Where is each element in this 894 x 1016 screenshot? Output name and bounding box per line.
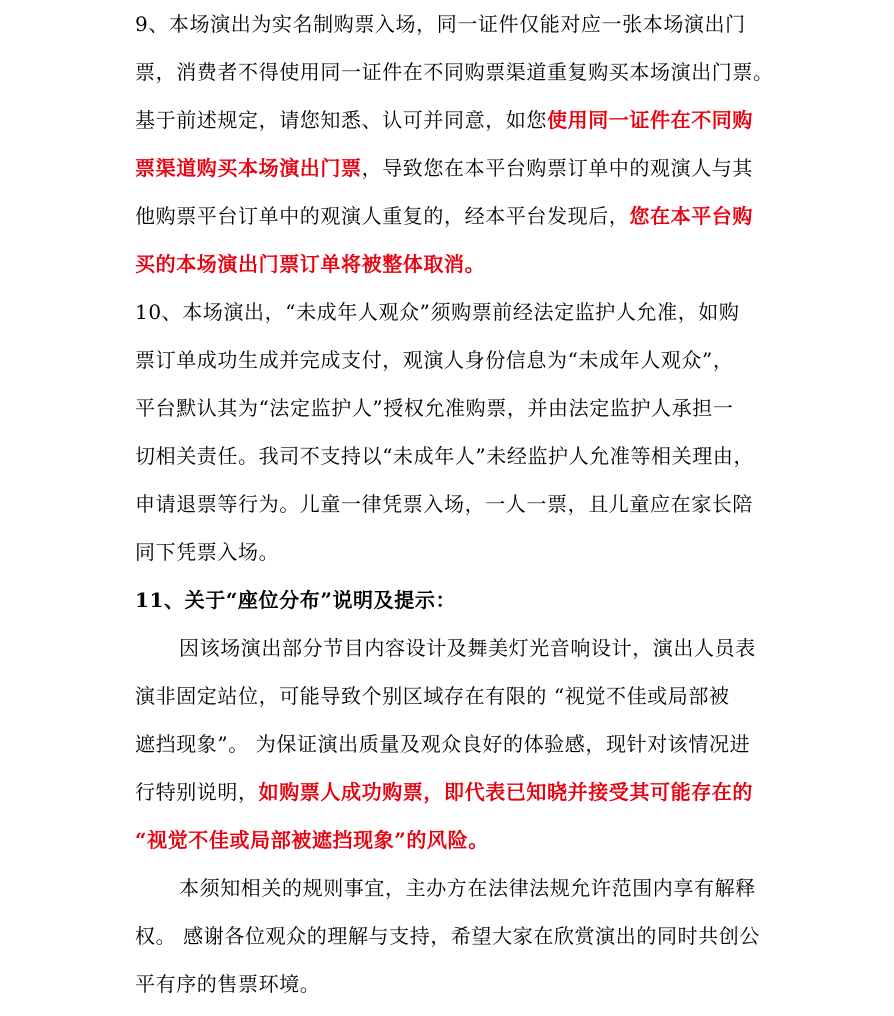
text-segment: 演非固定站位，可能导致个别区域存在有限的 “视觉不佳或局部被: [135, 684, 730, 708]
text-line: [135, 720, 750, 768]
text-segment: 平有序的售票环境。: [135, 972, 321, 996]
text-segment: 权。 感谢各位观众的理解与支持，希望大家在欣赏演出的同时共创公: [135, 924, 760, 948]
text-segment: 他购票平台订单中的观演人重复的，经本平台发现后，: [135, 204, 630, 228]
highlighted-text: 票渠道购买本场演出门票: [135, 156, 362, 180]
text-line: [135, 48, 774, 96]
text-line: [135, 288, 740, 336]
text-segment: 10、本场演出，“未成年人观众”须购票前经法定监护人允准，如购: [135, 300, 740, 324]
text-line: [179, 624, 756, 672]
text-segment: 11、关于“座位分布”说明及提示：: [135, 588, 457, 612]
text-line: [135, 816, 489, 864]
text-line: [135, 336, 733, 384]
text-line: [135, 768, 753, 816]
text-line: [135, 528, 279, 576]
text-line: [135, 96, 753, 144]
text-segment: 同下凭票入场。: [135, 540, 280, 564]
text-segment: 申请退票等行为。儿童一律凭票入场，一人一票，且儿童应在家长陪: [135, 492, 753, 516]
text-segment: 遮挡现象”。 为保证演出质量及观众良好的体验感，现针对该情况进: [135, 732, 751, 756]
text-line: [135, 432, 754, 480]
highlighted-text: 如购票人成功购票，即代表已知晓并接受其可能存在的: [258, 780, 754, 804]
text-segment: 本须知相关的规则事宜，主办方在法律法规允许范围内享有解释: [179, 876, 756, 900]
text-segment: 基于前述规定，请您知悉、认可并同意，如您: [135, 108, 547, 132]
text-line: [135, 576, 456, 624]
text-segment: 票，消费者不得使用同一证件在不同购票渠道重复购买本场演出门票。: [135, 60, 774, 84]
text-segment: 因该场演出部分节目内容设计及舞美灯光音响设计，演出人员表: [179, 636, 756, 660]
text-line: [135, 0, 746, 48]
text-line: [179, 864, 756, 912]
text-segment: 平台默认其为“法定监护人”授权允准购票，并由法定监护人承担一: [135, 396, 734, 420]
text-line: [135, 960, 320, 1008]
text-segment: 行特别说明，: [135, 780, 259, 804]
highlighted-text: 您在本平台购: [629, 204, 754, 228]
highlighted-text: 买的本场演出门票订单将被整体取消。: [135, 252, 486, 276]
text-line: [135, 240, 485, 288]
highlighted-text: “视觉不佳或局部被遮挡现象”的风险。: [135, 828, 489, 852]
text-line: [135, 480, 753, 528]
highlighted-text: 使用同一证件在不同购: [547, 108, 753, 132]
text-line: [135, 192, 753, 240]
text-line: [135, 384, 733, 432]
text-line: [135, 144, 753, 192]
text-segment: 票订单成功生成并完成支付，观演人身份信息为“未成年人观众”，: [135, 348, 734, 372]
text-line: [135, 672, 730, 720]
text-segment: 9、本场演出为实名制购票入场，同一证件仅能对应一张本场演出门: [135, 12, 746, 36]
text-segment: 切相关责任。我司不支持以“未成年人”未经监护人允准等相关理由，: [135, 444, 755, 468]
text-segment: ，导致您在本平台购票订单中的观演人与其: [361, 156, 754, 180]
text-line: [135, 912, 760, 960]
